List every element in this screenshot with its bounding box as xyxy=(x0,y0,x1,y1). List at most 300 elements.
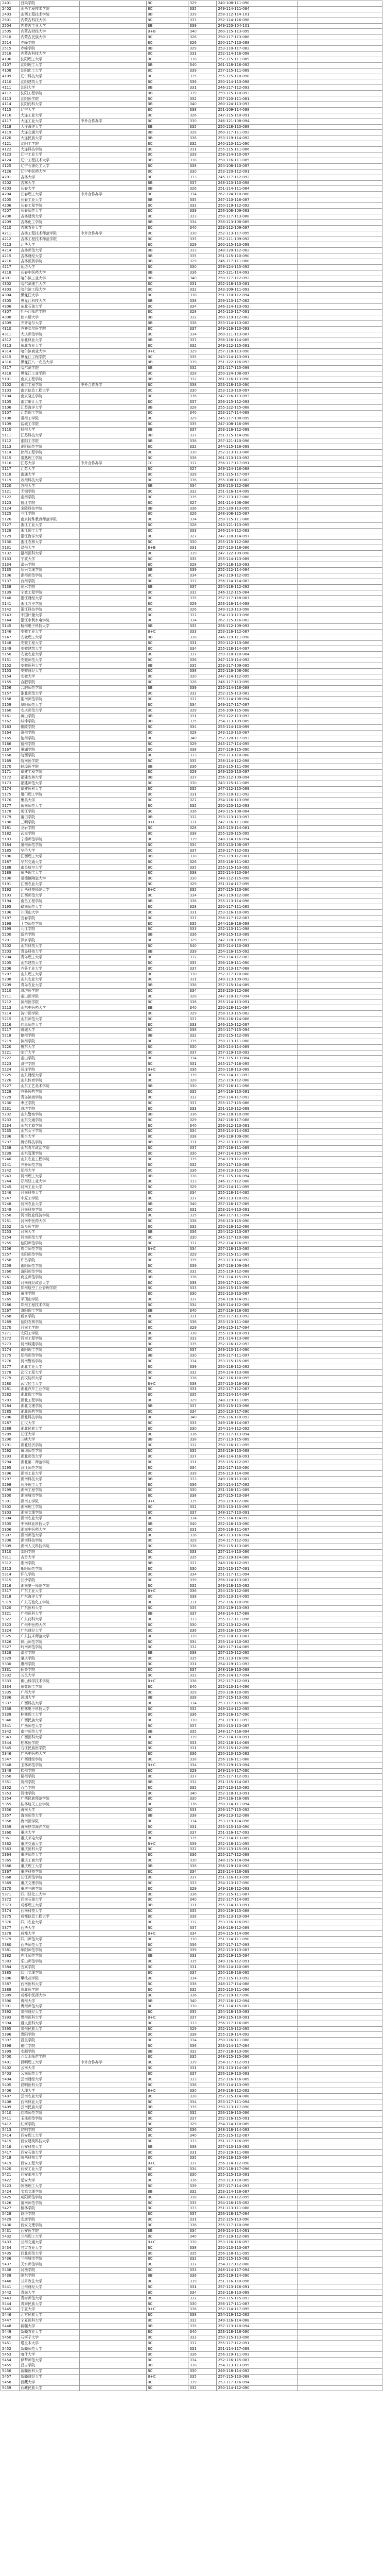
school-name: 牡丹江师范学院 xyxy=(20,309,80,315)
table-row xyxy=(1,601,382,607)
program-note xyxy=(79,1706,146,1712)
subject-level: BB xyxy=(146,854,188,859)
subject-level: BC xyxy=(146,163,188,169)
program-note xyxy=(79,1319,146,1325)
empty-cell xyxy=(298,926,382,932)
school-code: 4209 xyxy=(1,219,20,225)
score-total: 332 xyxy=(188,887,217,893)
table-row xyxy=(1,899,382,904)
program-note xyxy=(79,455,146,461)
program-note xyxy=(79,949,146,955)
program-note xyxy=(79,2172,146,2178)
score-total: 334 xyxy=(188,1129,217,1134)
school-name: 山东农业工程学院 xyxy=(20,1157,80,1162)
school-name: 吉林工程技术师范学院 xyxy=(20,236,80,242)
empty-cell xyxy=(298,1617,382,1622)
table-row xyxy=(1,988,382,994)
program-note xyxy=(79,1174,146,1179)
empty-cell xyxy=(298,2206,382,2212)
program-note xyxy=(79,512,146,517)
school-name: 贵州师范大学 xyxy=(20,2004,80,2009)
score-total: 335 xyxy=(188,1213,217,1218)
program-note: 中外合作办学 xyxy=(79,231,146,236)
school-code: 5234 xyxy=(1,1123,20,1129)
score-total: 338 xyxy=(188,747,217,753)
score-total: 334 xyxy=(188,2290,217,2296)
empty-cell xyxy=(298,1858,382,1863)
program-note xyxy=(79,2043,146,2049)
score-total: 334 xyxy=(188,2358,217,2363)
score-total: 338 xyxy=(188,107,217,113)
program-note xyxy=(79,691,146,697)
score-total: 329 xyxy=(188,259,217,264)
empty-cell xyxy=(298,1460,382,1465)
score-total: 336 xyxy=(188,79,217,85)
empty-cell xyxy=(298,1791,382,1797)
subject-level: BC xyxy=(146,1712,188,1718)
school-code: 4318 xyxy=(1,371,20,377)
score-total: 335 xyxy=(188,2009,217,2015)
empty-cell xyxy=(298,2139,382,2144)
score-total: 339 xyxy=(188,1073,217,1078)
program-note xyxy=(79,483,146,489)
school-code: 5217 xyxy=(1,1027,20,1033)
score-total: 339 xyxy=(188,360,217,366)
score-breakdown: 248-112-115-098 xyxy=(217,876,298,882)
table-row xyxy=(1,2273,382,2279)
school-name: 青海民族大学 xyxy=(20,2301,80,2307)
program-note xyxy=(79,388,146,394)
empty-cell xyxy=(298,1263,382,1269)
table-row xyxy=(1,2060,382,2065)
school-name: 延边大学 xyxy=(20,264,80,270)
score-breakdown: 253-120-112-091 xyxy=(217,169,298,175)
table-row xyxy=(1,1280,382,1286)
table-row xyxy=(1,248,382,253)
score-breakdown: 253-118-110-090 xyxy=(217,382,298,388)
school-name: 广东石油化工学院 xyxy=(20,1600,80,1605)
score-breakdown: 251-116-110-096 xyxy=(217,2279,298,2284)
score-breakdown: 250-117-111-085 xyxy=(217,904,298,910)
empty-cell xyxy=(298,736,382,741)
school-code: 5168 xyxy=(1,753,20,758)
score-total: 331 xyxy=(188,1140,217,1145)
score-breakdown: 261-113-113-092 xyxy=(217,455,298,461)
score-breakdown: 254-117-112-091 xyxy=(217,2060,298,2065)
score-total: 331 xyxy=(188,2150,217,2156)
score-breakdown: 247-116-111-088 xyxy=(217,820,298,826)
score-total: 334 xyxy=(188,988,217,994)
empty-cell xyxy=(298,472,382,478)
score-breakdown: 249-120-104-101 xyxy=(217,23,298,29)
program-note xyxy=(79,887,146,893)
score-total: 333 xyxy=(188,1953,217,1959)
school-code: 4113 xyxy=(1,96,20,102)
table-row xyxy=(1,377,382,382)
score-total: 337 xyxy=(188,916,217,921)
empty-cell xyxy=(298,2172,382,2178)
subject-level: BB xyxy=(146,1477,188,1482)
school-name: 韶关学院 xyxy=(20,1667,80,1673)
school-name: 新疆农业大学 xyxy=(20,2329,80,2335)
table-row xyxy=(1,2245,382,2251)
table-row xyxy=(1,1252,382,1258)
subject-level: BC xyxy=(146,1061,188,1067)
table-row xyxy=(1,1836,382,1841)
empty-cell xyxy=(298,1622,382,1628)
school-name: 山东财经大学 xyxy=(20,1073,80,1078)
school-name: 重庆三峡学院 xyxy=(20,1886,80,1892)
empty-cell xyxy=(298,640,382,646)
empty-cell xyxy=(298,955,382,960)
table-row xyxy=(1,1314,382,1319)
score-breakdown: 254-118-114-093 xyxy=(217,1297,298,1302)
school-name: 湖北民族大学 xyxy=(20,1426,80,1432)
subject-level: BC xyxy=(146,1964,188,1970)
score-total: 338 xyxy=(188,1650,217,1656)
school-name: 广州医科大学 xyxy=(20,1611,80,1617)
score-breakdown: 250-115-113-096 xyxy=(217,2335,298,2341)
school-code: 5146 xyxy=(1,629,20,635)
subject-level: BC xyxy=(146,478,188,483)
empty-cell xyxy=(298,1830,382,1836)
score-breakdown: 249-113-113-098 xyxy=(217,607,298,613)
score-total: 331 xyxy=(188,1460,217,1465)
table-row xyxy=(1,1740,382,1746)
school-code: 5357 xyxy=(1,1813,20,1819)
school-code: 4108 xyxy=(1,68,20,74)
subject-level: BC xyxy=(146,287,188,293)
score-breakdown: 250-115-113-089 xyxy=(217,1544,298,1549)
score-total: 335 xyxy=(188,663,217,669)
score-breakdown: 248-115-114-094 xyxy=(217,1858,298,1863)
table-row xyxy=(1,1448,382,1454)
program-note xyxy=(79,859,146,865)
score-breakdown: 252-116-115-091 xyxy=(217,2116,298,2122)
score-total: 336 xyxy=(188,2352,217,2358)
subject-level: BC xyxy=(146,2346,188,2352)
score-breakdown: 250-114-111-094 xyxy=(217,1802,298,1807)
school-name: 贵阳学院 xyxy=(20,2032,80,2038)
score-total: 333 xyxy=(188,2077,217,2082)
school-code: 5433 xyxy=(1,2240,20,2245)
score-breakdown: 260-111-113-087 xyxy=(217,332,298,337)
school-code: 5393 xyxy=(1,2015,20,2021)
school-name: 西南医科大学 xyxy=(20,1981,80,1987)
subject-level: BB xyxy=(146,1005,188,1011)
score-total: 331 xyxy=(188,1314,217,1319)
school-code: 4201 xyxy=(1,175,20,180)
school-code: 5243 xyxy=(1,1174,20,1179)
table-row xyxy=(1,6,382,12)
score-breakdown: 255-115-111-086 xyxy=(217,147,298,152)
score-total: 331 xyxy=(188,2065,217,2071)
program-note xyxy=(79,2223,146,2228)
program-note xyxy=(79,1386,146,1392)
table-row xyxy=(1,1892,382,1897)
school-name: 中南林业科技大学 xyxy=(20,1521,80,1527)
school-code: 4125 xyxy=(1,163,20,169)
table-row xyxy=(1,102,382,108)
program-note xyxy=(79,1712,146,1718)
score-breakdown: 255-113-111-096 xyxy=(217,1987,298,1993)
subject-level: BB xyxy=(146,1521,188,1527)
table-row xyxy=(1,798,382,803)
school-code: 5238 xyxy=(1,1145,20,1151)
table-row xyxy=(1,1409,382,1415)
school-code: 5424 xyxy=(1,2189,20,2195)
subject-level: BB xyxy=(146,1033,188,1039)
program-note xyxy=(79,534,146,539)
school-name: 湖南工学院 xyxy=(20,1499,80,1504)
empty-cell xyxy=(298,534,382,539)
table-row xyxy=(1,1679,382,1684)
table-row xyxy=(1,1622,382,1628)
table-row xyxy=(1,1897,382,1903)
program-note xyxy=(79,1819,146,1824)
score-breakdown: 254-119-112-092 xyxy=(217,2312,298,2318)
score-total: 333 xyxy=(188,1022,217,1028)
school-name: 佛山科学技术学院 xyxy=(20,1679,80,1684)
school-code: 5348 xyxy=(1,1762,20,1768)
program-note xyxy=(79,2296,146,2301)
subject-level: BC xyxy=(146,1386,188,1392)
score-total: 334 xyxy=(188,1465,217,1471)
subject-level: BC xyxy=(146,1981,188,1987)
school-name: 吉林师范大学 xyxy=(20,248,80,253)
score-breakdown: 257-117-117-093 xyxy=(217,1942,298,1948)
score-total: 329 xyxy=(188,1184,217,1190)
subject-level: BC xyxy=(146,421,188,427)
program-note xyxy=(79,1964,146,1970)
program-note xyxy=(79,1078,146,1084)
school-name: 西北师范大学 xyxy=(20,2251,80,2257)
score-total: 338 xyxy=(188,298,217,304)
score-total: 335 xyxy=(188,960,217,966)
program-note xyxy=(79,158,146,163)
school-code: 5280 xyxy=(1,1381,20,1387)
score-total: 335 xyxy=(188,2324,217,2329)
score-total: 328 xyxy=(188,1078,217,1084)
table-row xyxy=(1,1611,382,1617)
score-breakdown: 247-108-116-099 xyxy=(217,421,298,427)
score-total: 339 xyxy=(188,1841,217,1847)
score-breakdown: 252-111-109-092 xyxy=(217,236,298,242)
program-note xyxy=(79,360,146,366)
score-total: 335 xyxy=(188,596,217,601)
empty-cell xyxy=(298,158,382,163)
school-name: 北华大学 xyxy=(20,242,80,248)
score-breakdown: 255-115-112-093 xyxy=(217,1460,298,1465)
school-name: 广东工业大学 xyxy=(20,1589,80,1595)
program-note xyxy=(79,2139,146,2144)
school-code: 2515 xyxy=(1,46,20,52)
score-breakdown: 246-114-112-083 xyxy=(217,528,298,534)
score-breakdown: 252-115-113-083 xyxy=(217,691,298,697)
school-code: 4208 xyxy=(1,214,20,219)
program-note xyxy=(79,1589,146,1595)
school-name: 山东工商学院 xyxy=(20,1123,80,1129)
school-name: 河南农业大学 xyxy=(20,1201,80,1207)
score-breakdown: 258-112-114-101 xyxy=(217,12,298,18)
score-total: 336 xyxy=(188,1712,217,1718)
school-code: 5229 xyxy=(1,1095,20,1100)
score-breakdown: 256-112-109-093 xyxy=(217,623,298,629)
empty-cell xyxy=(298,1005,382,1011)
subject-level: BC xyxy=(146,500,188,506)
school-code: 5259 xyxy=(1,1263,20,1269)
subject-level: BB xyxy=(146,815,188,820)
table-row xyxy=(1,1993,382,1998)
score-total: 335 xyxy=(188,786,217,792)
score-breakdown: 249-115-110-091 xyxy=(217,2015,298,2021)
empty-cell xyxy=(298,1650,382,1656)
empty-cell xyxy=(298,371,382,377)
school-name: 西华大学 xyxy=(20,1925,80,1931)
subject-level: BC xyxy=(146,517,188,522)
subject-level: BB xyxy=(146,298,188,304)
score-breakdown: 251-114-111-084 xyxy=(217,186,298,192)
subject-level: BC xyxy=(146,988,188,994)
score-breakdown: 254-118-110-096 xyxy=(217,1112,298,1117)
program-note xyxy=(79,1291,146,1297)
empty-cell xyxy=(298,1285,382,1291)
score-breakdown: 253-117-109-095 xyxy=(217,663,298,669)
school-code: 5455 xyxy=(1,2363,20,2368)
subject-level: BC xyxy=(146,2060,188,2065)
score-breakdown: 250-113-110-089 xyxy=(217,2178,298,2183)
score-total: 327 xyxy=(188,798,217,803)
subject-level: BC xyxy=(146,2279,188,2284)
subject-level: BB xyxy=(146,2324,188,2329)
table-row xyxy=(1,405,382,411)
school-code: 5423 xyxy=(1,2183,20,2189)
program-note xyxy=(79,2026,146,2032)
score-breakdown: 247-113-114-092 xyxy=(217,657,298,663)
table-row xyxy=(1,1667,382,1673)
empty-cell xyxy=(298,1807,382,1813)
school-name: 湖南第一师范学院 xyxy=(20,1583,80,1589)
score-total: 337 xyxy=(188,427,217,433)
program-note xyxy=(79,472,146,478)
school-name: 海南医学院 xyxy=(20,1819,80,1824)
school-name: 凯里学院 xyxy=(20,2038,80,2043)
score-total: 337 xyxy=(188,337,217,343)
school-code: 5192 xyxy=(1,887,20,893)
score-total: 330 xyxy=(188,450,217,455)
score-breakdown: 247-116-117-088 xyxy=(217,1117,298,1123)
score-total: 332 xyxy=(188,815,217,820)
table-row xyxy=(1,2206,382,2212)
empty-cell xyxy=(298,1140,382,1145)
score-breakdown: 250-114-117-093 xyxy=(217,1095,298,1100)
program-note xyxy=(79,421,146,427)
empty-cell xyxy=(298,360,382,366)
empty-cell xyxy=(298,2049,382,2055)
table-row xyxy=(1,1634,382,1639)
score-breakdown: 256-115-112-093 xyxy=(217,399,298,405)
subject-level: BC xyxy=(146,1443,188,1448)
empty-cell xyxy=(298,674,382,680)
program-note xyxy=(79,1392,146,1398)
program-note xyxy=(79,1280,146,1286)
school-code: 5258 xyxy=(1,1258,20,1263)
school-code: 4206 xyxy=(1,203,20,209)
school-code: 5254 xyxy=(1,1235,20,1241)
empty-cell xyxy=(298,1718,382,1723)
table-row xyxy=(1,1504,382,1510)
program-note xyxy=(79,18,146,23)
program-note xyxy=(79,724,146,730)
score-breakdown: 250-114-112-090 xyxy=(217,2385,298,2391)
program-note xyxy=(79,668,146,674)
score-breakdown: 250-119-112-088 xyxy=(217,1499,298,1504)
subject-level: BC xyxy=(146,1398,188,1403)
score-breakdown: 255-115-113-091 xyxy=(217,2172,298,2178)
empty-cell xyxy=(298,163,382,169)
program-note xyxy=(79,2032,146,2038)
score-total: 332 xyxy=(188,141,217,147)
table-row xyxy=(1,613,382,618)
table-row xyxy=(1,1572,382,1578)
empty-cell xyxy=(298,1521,382,1527)
school-name: 南京审计大学 xyxy=(20,399,80,405)
empty-cell xyxy=(298,1381,382,1387)
score-total: 332 xyxy=(188,315,217,320)
program-note xyxy=(79,1684,146,1690)
score-total: 328 xyxy=(188,405,217,411)
empty-cell xyxy=(298,876,382,882)
program-note xyxy=(79,613,146,618)
score-total: 340 xyxy=(188,1005,217,1011)
school-code: 5175 xyxy=(1,792,20,798)
table-row xyxy=(1,1016,382,1022)
score-breakdown: 250-118-111-094 xyxy=(217,1005,298,1011)
school-name: 贵州民族大学 xyxy=(20,2026,80,2032)
school-code: 5157 xyxy=(1,691,20,697)
school-name: 宝鸡文理学院 xyxy=(20,2189,80,2195)
school-name: 浙江海洋大学 xyxy=(20,534,80,539)
empty-cell xyxy=(298,192,382,197)
table-row xyxy=(1,394,382,399)
subject-level: BC xyxy=(146,2043,188,2049)
subject-level: BC xyxy=(146,556,188,562)
empty-cell xyxy=(298,259,382,264)
table-row xyxy=(1,1100,382,1106)
empty-cell xyxy=(298,2324,382,2329)
score-breakdown: 253-119-113-093 xyxy=(217,1605,298,1611)
score-breakdown: 257-116-110-090 xyxy=(217,1600,298,1605)
school-name: 德州学院 xyxy=(20,1033,80,1039)
program-note xyxy=(79,1027,146,1033)
empty-cell xyxy=(298,1134,382,1140)
program-note xyxy=(79,1157,146,1162)
empty-cell xyxy=(298,691,382,697)
program-note xyxy=(79,2156,146,2161)
score-total: 337 xyxy=(188,613,217,618)
school-code: 5142 xyxy=(1,607,20,613)
score-breakdown: 253-113-114-092 xyxy=(217,1258,298,1263)
school-name: 宁波大学 xyxy=(20,556,80,562)
table-row xyxy=(1,2122,382,2127)
score-total: 330 xyxy=(188,781,217,786)
school-name: 九江学院 xyxy=(20,926,80,932)
empty-cell xyxy=(298,1892,382,1897)
school-name: 辽宁科技大学 xyxy=(20,74,80,79)
school-name: 湖北工业大学 xyxy=(20,1364,80,1370)
program-note xyxy=(79,1314,146,1319)
school-name: 哈尔滨学院 xyxy=(20,365,80,371)
